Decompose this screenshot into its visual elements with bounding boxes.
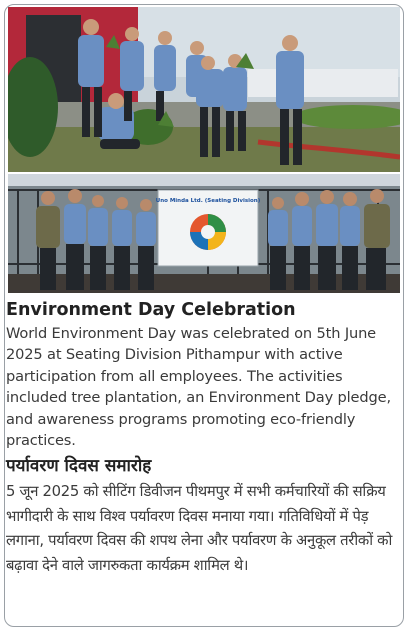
english-body: World Environment Day was celebrated on 5th June 2025 at Seating Division Pithampur with active participation from all employees. The activities included tree plantation, an Environment Day pledge, and awareness programs promoting eco-friendly practices. — [6, 325, 391, 450]
article-content — [5, 295, 403, 578]
group-photo-with-banner — [8, 174, 400, 293]
tree-plantation-photo — [8, 7, 400, 172]
banner-title: Uno Minda Ltd. (Seating Division) — [155, 198, 261, 204]
hindi-title: पर्यावरण दिवस समारोह — [6, 456, 152, 477]
newsletter-card — [4, 4, 404, 627]
english-title: Environment Day Celebration — [6, 300, 296, 320]
hindi-body: 5 जून 2025 को सीटिंग डिवीजन पीथमपुर में सभी कर्मचारियों की सक्रिय भागीदारी के साथ विश्व पर्यावरण दिवस मनाया गया। गतिविधियों में पेड़ लगाना, पर्यावरण दिवस की शपथ लेना और पर्यावरण के अनुकूल तरीकों को बढ़ावा देने वाले जागरुकता कार्यक्रम शामिल थे। — [6, 483, 393, 574]
